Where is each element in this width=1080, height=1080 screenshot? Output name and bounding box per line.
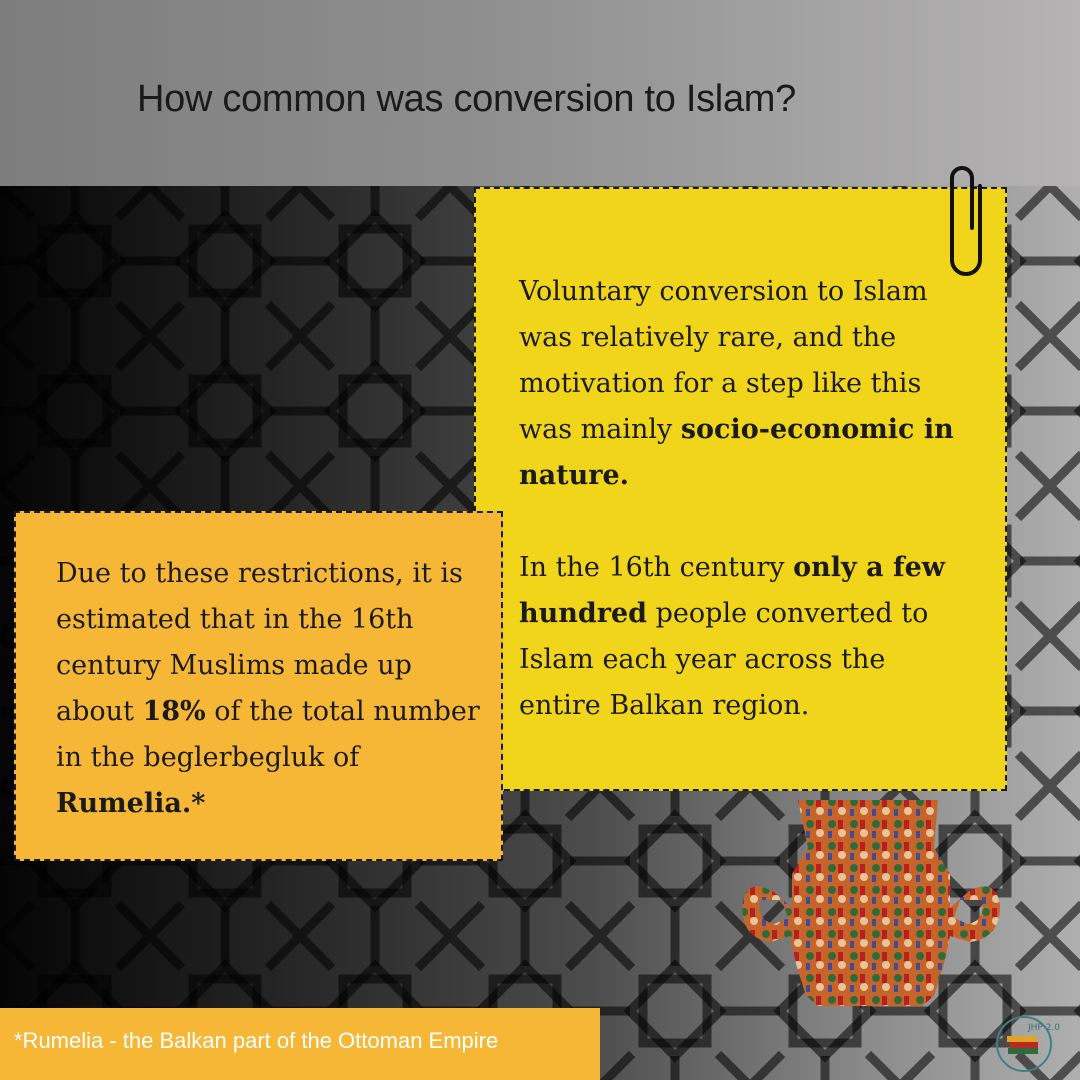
ottoman-miniature-vase (738, 796, 1004, 1010)
conversion-info-card (474, 187, 1007, 791)
paperclip-icon (944, 158, 984, 284)
books-icon (994, 1014, 1061, 1074)
rumelia-footnote: *Rumelia - the Balkan part of the Ottoman Empire (0, 1008, 600, 1080)
sixteenth-century-paragraph: In the 16th century only a few hundred people converted to Islam each year across the entire Balkan region. (519, 552, 946, 721)
rumelia-paragraph: Due to these restrictions, it is estimated that in the 16th century Muslims made up about 18% of the total number in the beglerbegluk of Rumelia.* (56, 558, 480, 819)
rumelia-statistics-card (14, 511, 503, 861)
page-title: How common was conversion to Islam? (137, 78, 796, 120)
voluntary-conversion-paragraph: Voluntary conversion to Islam was relatively rare, and the motivation for a step like this was mainly socio-economic in nature. (519, 276, 954, 491)
logo-label: JHP 2.0 (1028, 1023, 1061, 1033)
